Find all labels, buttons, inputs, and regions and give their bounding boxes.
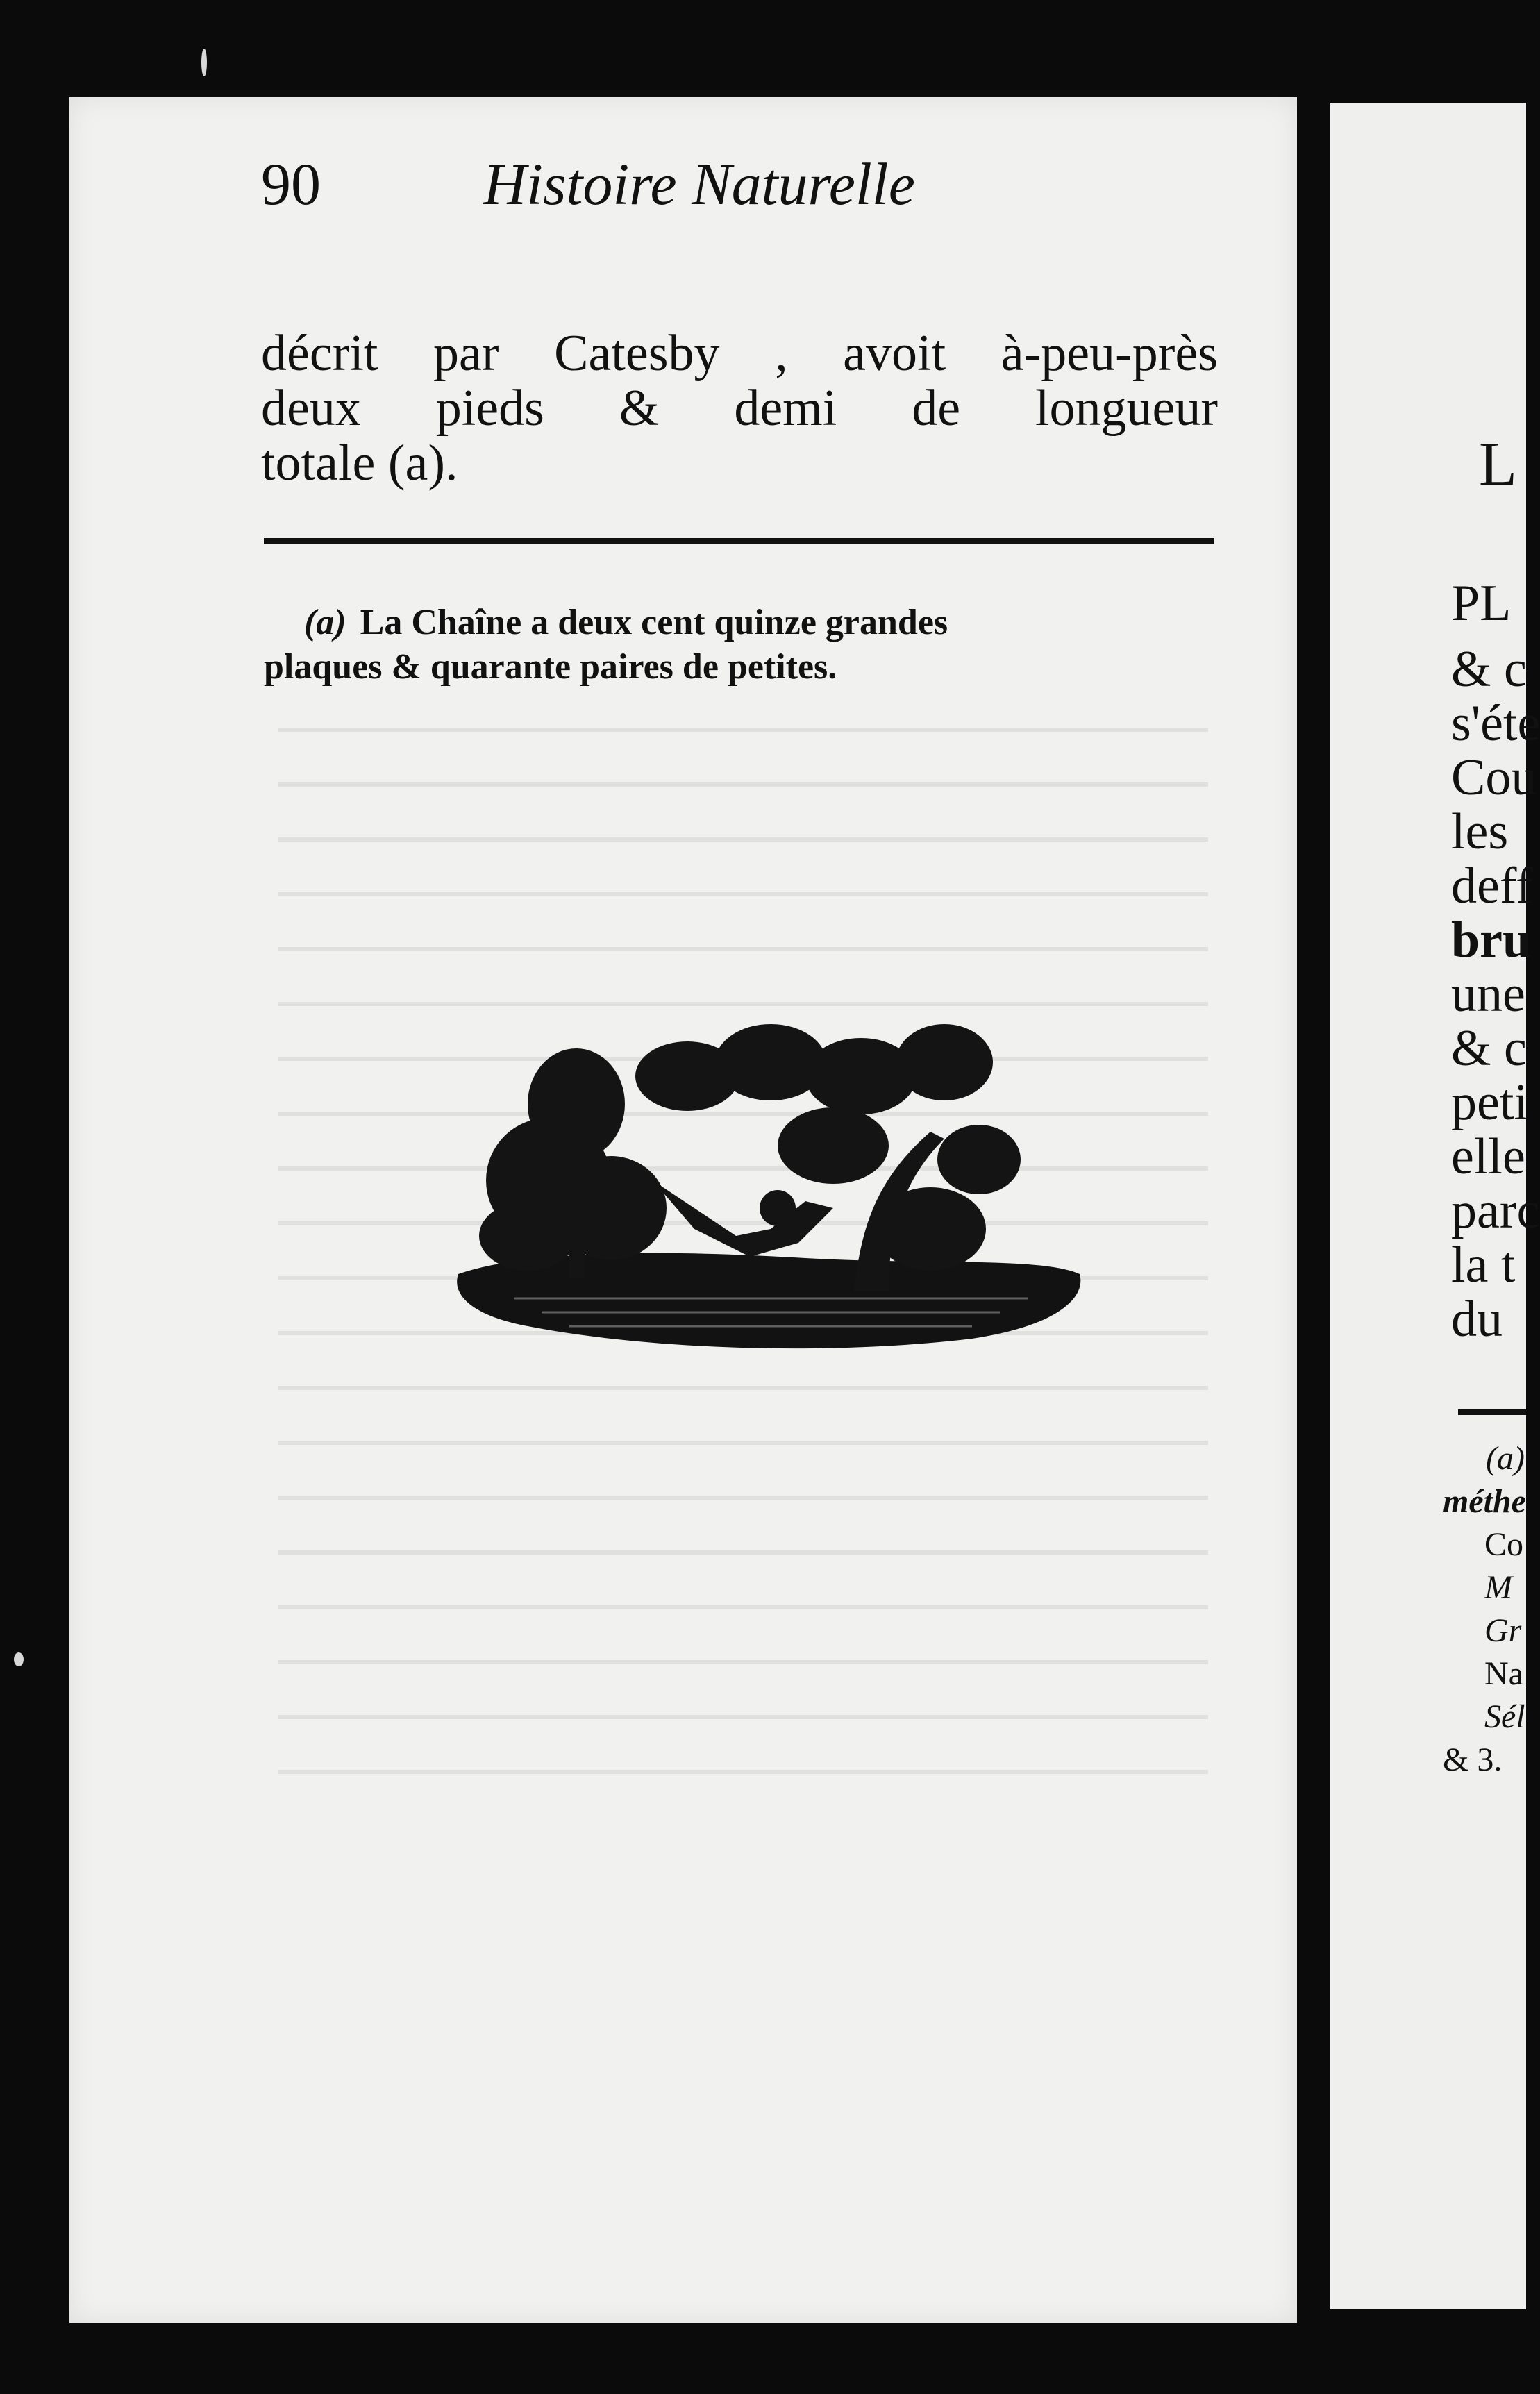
vignette-animals <box>653 1180 833 1257</box>
facing-footnote-fragment: Gr <box>1484 1612 1522 1649</box>
facing-footnote-fragment: (a) <box>1486 1440 1525 1477</box>
footnote-marker: (a) <box>304 603 346 642</box>
facing-page-fragment: PL <box>1451 575 1512 632</box>
footnote-rule <box>264 538 1214 544</box>
facing-page-fragment: les <box>1451 803 1509 860</box>
body-line: totale (a). <box>261 435 458 492</box>
facing-page-fragment: peti <box>1451 1074 1528 1131</box>
vignette-right-tree <box>635 1024 1021 1291</box>
facing-footnote-fragment: méthe <box>1443 1483 1526 1520</box>
facing-footnote-fragment: Co <box>1484 1526 1524 1563</box>
vignette-ground <box>457 1253 1080 1348</box>
scan-speck <box>14 1652 24 1666</box>
facing-page-fragment: la t <box>1451 1237 1516 1294</box>
facing-footnote-fragment: M <box>1484 1569 1512 1606</box>
woodcut-vignette <box>444 1000 1090 1389</box>
facing-page-fragment: Cou <box>1451 749 1537 806</box>
facing-footnote-fragment: Na <box>1484 1655 1523 1692</box>
body-text <box>261 326 1218 491</box>
body-line: deux pieds & demi de longueur <box>261 380 1218 437</box>
facing-page-fragment: une <box>1451 966 1525 1023</box>
facing-footnote-fragment: & 3. <box>1443 1741 1503 1778</box>
facing-page-fragment: deff <box>1451 857 1533 914</box>
footnote-line <box>264 601 1214 645</box>
facing-page-fragment: s'éte <box>1451 695 1540 752</box>
facing-page-rule <box>1458 1409 1526 1415</box>
facing-page-fragment: & c <box>1451 641 1527 698</box>
running-title: Histoire Naturelle <box>483 151 915 217</box>
facing-page-fragment: & c <box>1451 1020 1527 1077</box>
facing-page-fragment: bru <box>1451 912 1532 969</box>
facing-page-fragment: parc <box>1451 1182 1540 1239</box>
footnote-line: plaques & quarante paires de petites. <box>264 647 837 687</box>
facing-page-fragment: L <box>1479 430 1517 499</box>
facing-page-fragment: elle <box>1451 1128 1525 1185</box>
facing-footnote-fragment: Sél <box>1484 1698 1525 1735</box>
facing-page-fragment: du <box>1451 1291 1503 1348</box>
body-line: décrit par Catesby , avoit à-peu-près <box>261 325 1218 382</box>
page-number: 90 <box>261 151 321 217</box>
footnote <box>264 601 1214 689</box>
scan-speck <box>201 49 207 76</box>
footnote-text: La Chaîne a deux cent quinze grandes <box>360 603 948 642</box>
